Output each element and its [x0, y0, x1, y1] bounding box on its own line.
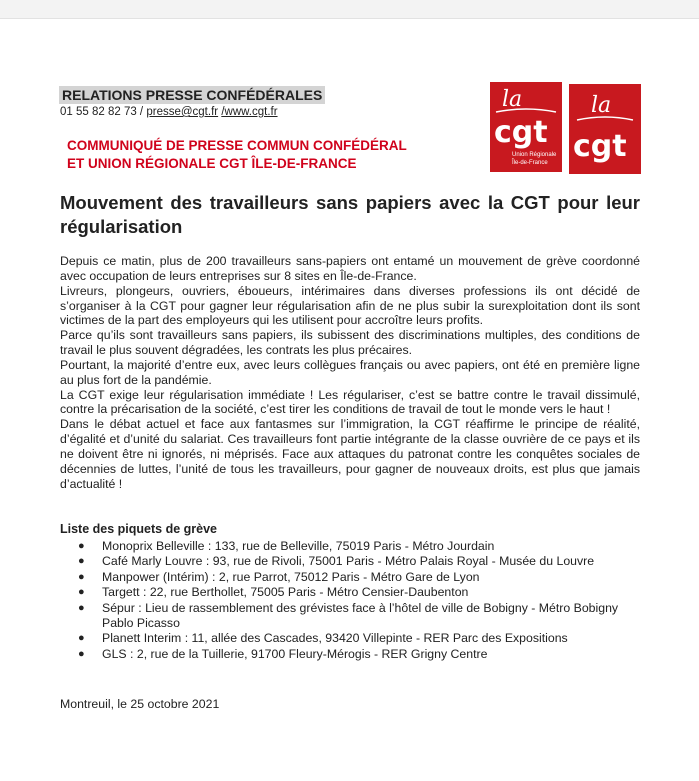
- paragraph-5: La CGT exige leur régularisation immédiate ! Les régulariser, c’est se battre contre le travail dissimulé, contre la précarisation de la société, c’est tirer les conditions de travail de tout le monde vers le haut !: [60, 387, 640, 417]
- paragraph-4: Pourtant, la majorité d’entre eux, avec leurs collègues français ou avec papiers, ont été en première ligne au plus fort de la pandémie.: [60, 357, 640, 387]
- bullet-icon: ●: [78, 570, 85, 583]
- bullet-icon: ●: [78, 632, 85, 645]
- cgt-logo: [569, 84, 641, 174]
- list-item: [76, 601, 636, 632]
- bullet-icon: ●: [78, 586, 85, 599]
- logo1-sub-1: Union Régionale: [512, 152, 557, 158]
- picket-text: Manpower (Intérim) : 2, rue Parrot, 75012 Paris - Métro Gare de Lyon: [102, 569, 480, 584]
- paragraph-1: Depuis ce matin, plus de 200 travailleurs sans-papiers ont entamé un mouvement de grève coordonné avec occupation de leurs entreprises sur 8 sites en Île-de-France.: [60, 254, 640, 283]
- list-item: [76, 585, 636, 600]
- phone-number: 01 55 82 82 73 /: [60, 106, 144, 118]
- press-relations-title: RELATIONS PRESSE CONFÉDÉRALES: [59, 86, 325, 104]
- paragraph-6: Dans le débat actuel et face aux fantasmes sur l’immigration, la CGT réaffirme le principe de réalité, d’égalité et d’unité du salariat. Ces travailleurs font partie intégrante de la classe ouvrière de ce pays et ils ne doivent être ni ignorés, ni méprisés. Face aux attaques du patronat contre les conquêtes sociales de décennies de luttes, l’unité de tous les travailleurs, pour gagner de nouveaux droits, est plus que jamais d’actualité !: [60, 417, 640, 491]
- list-item: [76, 631, 636, 646]
- list-item: [76, 647, 636, 662]
- contact-line: [60, 106, 278, 118]
- picket-text: Café Marly Louvre : 93, rue de Rivoli, 75001 Paris - Métro Palais Royal - Musée du Louvre: [102, 554, 595, 569]
- list-item: [76, 554, 636, 569]
- bullet-icon: ●: [78, 540, 85, 552]
- pickets-title: Liste des piquets de grève: [60, 522, 217, 536]
- picket-text: Sépur : Lieu de rassemblement des grévistes face à l’hôtel de ville de Bobigny - Métro Bobigny Pablo Picasso: [102, 600, 619, 631]
- paragraph-3: Parce qu’ils sont travailleurs sans papiers, ils subissent des discriminations multiples, des conditions de travail le plus souvent dégradées, les contrats les plus précaires.: [60, 328, 640, 358]
- paragraph-2: Livreurs, plongeurs, ouvriers, éboueurs, intérimaires dans diverses professions ils ont décidé de s’organiser à la CGT pour gagner leur régularisation afin de ne plus subir la surexploitation dont ils sont victimes de la part des employeurs qui les utilisent pour accroître leurs profits.: [60, 283, 640, 328]
- bullet-icon: ●: [78, 601, 85, 614]
- logo1-script: la: [502, 87, 523, 112]
- headline: Mouvement des travailleurs sans papiers avec la CGT pour leur régularisation: [60, 192, 640, 237]
- logo1-main: cgt: [494, 115, 548, 150]
- bullet-icon: ●: [78, 647, 85, 660]
- body-text: [60, 254, 640, 492]
- logo2-main: cgt: [573, 129, 627, 164]
- logo2-script: la: [591, 93, 612, 118]
- logo1-sub-2: Île-de-France: [512, 160, 548, 166]
- website-link[interactable]: /www.cgt.fr: [221, 106, 278, 118]
- pickets-list: [76, 539, 636, 662]
- cgt-idf-logo: [490, 82, 562, 172]
- list-item: [76, 539, 636, 554]
- email-link[interactable]: presse@cgt.fr: [146, 106, 219, 118]
- communique-heading: [67, 137, 407, 173]
- picket-text: GLS : 2, rue de la Tuillerie, 91700 Fleury-Mérogis - RER Grigny Centre: [102, 646, 488, 661]
- bullet-icon: ●: [78, 555, 85, 568]
- picket-text: Targett : 22, rue Berthollet, 75005 Paris - Métro Censier-Daubenton: [102, 585, 469, 600]
- page-top-edge: [0, 0, 699, 19]
- list-item: [76, 570, 636, 585]
- picket-text: Monoprix Belleville : 133, rue de Belleville, 75019 Paris - Métro Jourdain: [102, 539, 495, 553]
- communique-line-1: COMMUNIQUÉ DE PRESSE COMMUN CONFÉDÉRAL: [67, 138, 407, 153]
- communique-line-2: ET UNION RÉGIONALE CGT ÎLE-DE-FRANCE: [67, 156, 357, 171]
- picket-text: Planett Interim : 11, allée des Cascades, 93420 Villepinte - RER Parc des Expositions: [102, 631, 568, 646]
- date-line: Montreuil, le 25 octobre 2021: [60, 697, 220, 711]
